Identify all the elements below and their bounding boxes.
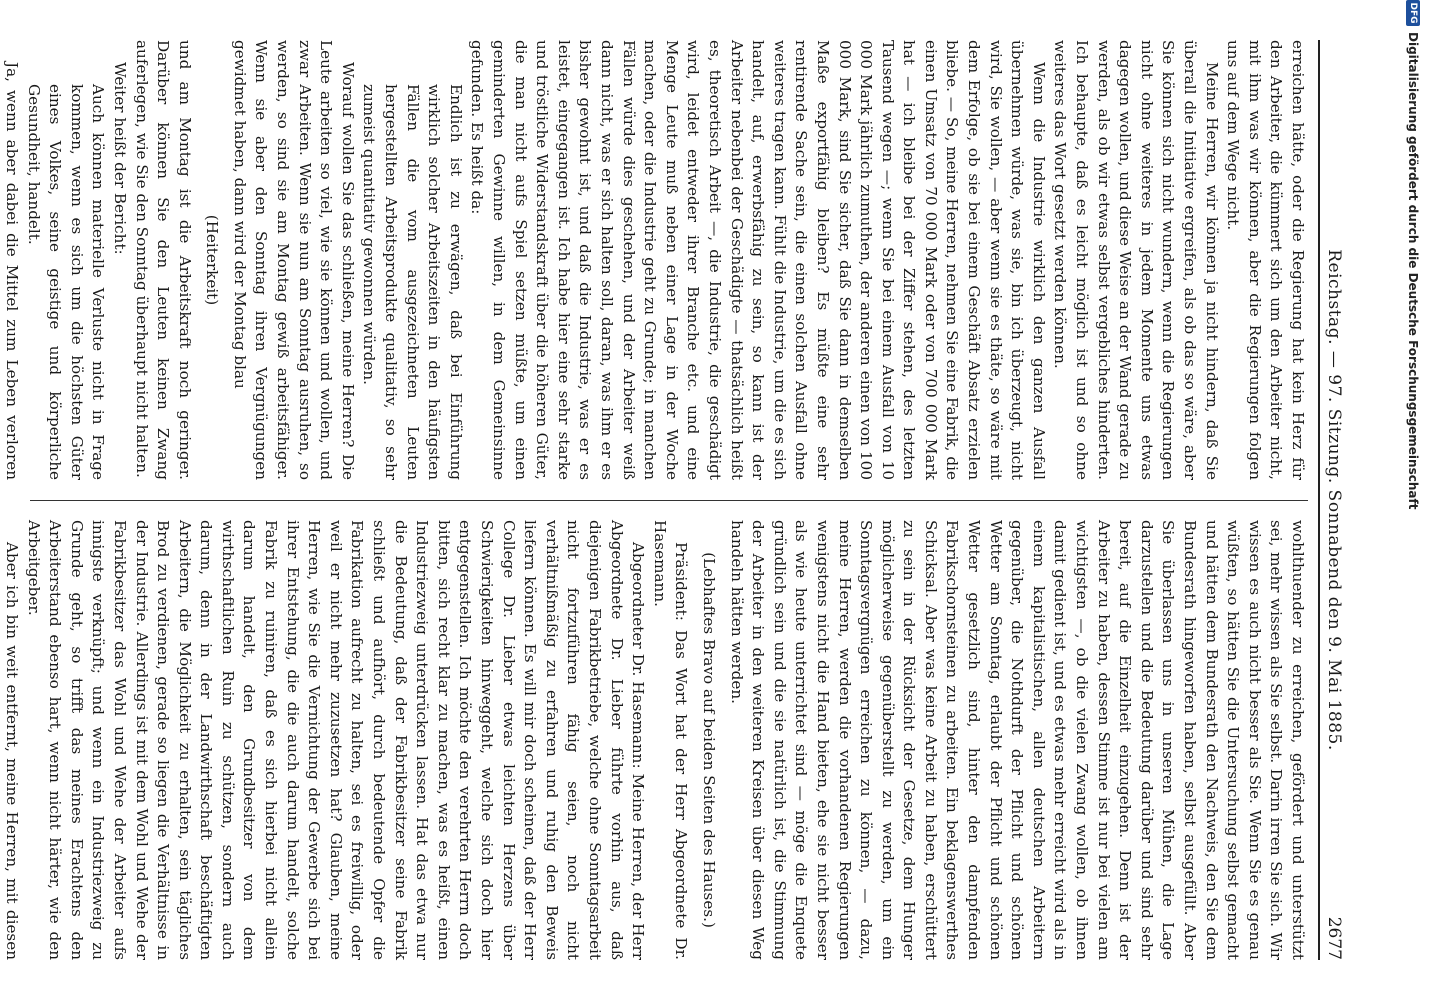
paragraph: Ja, wenn aber dabei die Mittel zum Leben verloren xyxy=(2,62,21,480)
paragraph: und am Montag ist die Arbeitskraft noch geringer. Darüber können Sie den Leuten keinen Zwang auferlegen, wie Sie den Sonntag überhaupt nicht halten. xyxy=(132,40,194,480)
running-title: Reichstag. — 97. Sitzung. Sonnabend den 9. Mai 1885. xyxy=(1324,249,1344,751)
column-divider xyxy=(30,500,1308,501)
paragraph: Meine Herren, wir können ja nicht hindern, daß Sie überall die Initiative ergreifen, als ob das so wäre, aber Sie können sich nicht wundern, wenn die Regierungen nicht ohne weiteres in jedem Momente uns etwas dagegen wollen, und diese Weise an der Wand gerade zu werden, als ob wir etwas selbst vergebliches hinderten. Ich behaupte, daß es leicht möglich ist und so ohne weiteres das Wort gesetzt werden können. xyxy=(1051,40,1221,480)
paragraph: Endlich ist zu erwägen, daß bei Einführung wirklich solcher Arbeitszeiten in den häufigsten Fällen die vom ausgezeichneten Leuten hergestellten Arbeitsprodukte qualitativ, so sehr zumeist quantitativ gewonnen würden. xyxy=(360,84,465,480)
paragraph: Präsident: Das Wort hat der Herr Abgeordnete Dr. Hasemann. xyxy=(650,520,691,960)
dfg-logo: DFG xyxy=(1406,0,1420,26)
paragraph: Abgeordneter Dr. Hasemann: Meine Herren, der Herr Abgeordnete Dr. Lieber führte vorhin aus, daß diejenigen Fabrikbetriebe, welche ohne Sonntagsarbeit nicht fortzuführen fähig seien, noch nicht verhältnißmäßig zu erfahren und ruhig den Beweis liefern können. Es will mir doch scheinen, daß der Herr College Dr. Lieber etwas leichten Herzens über Schwierigkeiten hinweggeht, welche sich doch hier entgegenstellen. Ich möchte den verehrten Herrn doch bitten, sich recht klar zu machen, was es heißt, einen Industriezweig unterdrücken lassen. Hat das etwa nur die Bedeutung, daß der Fabrikbesitzer seine Fabrik schließt und aufhört, durch bedeutende Opfer die Fabrikation aufrecht zu halten, sei es freiwillig, oder weil er nicht mehr zuzusetzen hat? Glauben, meine Herren, wie Sie die Vernichtung der Gewerbe sich bei ihrer Entstehung, die die auch darum handelt, solche Fabrik zu ruiniren, daß es sich hierbei nicht allein darum handelt, den Grundbesitzer von dem wirthschaftlichen Ruin zu schützen, sondern auch darum, denn in der Landwirthschaft beschäftigten Arbeitern, die Möglichkeit zu erhalten, sein tägliches Brod zu verdienen, gerade so liegen die Verhältnisse in der Industrie. Allerdings ist mit dem Wohl und Wehe der Fabrikbesitzer das Wohl und Wehe der Arbeiter aufs innigste verknüpft; und wenn ein Industriezweig zu Grunde geht, so trifft das meines Erachtens den Arbeiterstand ebenso hart, wenn nicht härter, wie den Arbeitgeber. xyxy=(24,520,648,960)
paragraph: Wenn die Industrie wirklich den ganzen Ausfall übernehmen würde, was sie, bin ich überzeugt, nicht wird, Sie wollen, — aber wenn sie es thäte, so wäre mit dem Erfolge, ob sie bei einem Geschäft Absatz erzielen bliebe. — So, meine Herren, nehmen Sie eine Fabrik, die einen Umsatz von 70 000 Mark oder von 700 000 Mark hat — ich bleibe bei der Ziffer stehen, des letzten Tausend wegen —; wenn Sie bei einem Ausfall von 10 000 Mark jährlich zumuthen, der anderen einen von 100 000 Mark, sind Sie sicher, daß Sie dann in demselben Maße exportfähig bleiben? Es müßte eine sehr rentirende Sache sein, die einen solchen Ausfall ohne weiteres tragen kann. Fühlt die Industrie, um die es sich handelt, auf, erwerbsfähig zu sein, so kann ist der Arbeiter nebenbei der Geschädigte — thatsächlich heißt es, theoretisch Arbeit —, die Industrie, die geschädigt wird, leidet entweder ihrer Branche etc. und eine Menge Leute muß neben einer Lage in der Woche machen, oder die Industrie geht zu Grunde; in manchen Fällen würde dies geschehen, und der Arbeiter weiß dann nicht, was er sich halten soll, daran, was ihm er es bisher gewohnt ist, und daß die Industrie, was er es leistet, eingegangen ist. Ich habe hier eine sehr starke und tröstliche Widerstandskraft über die höheren Güter, die man nicht aufs Spiel setzen müßte, um einen geminderten Gewinne willen, in dem Gemeinsinne gefunden. Es heißt da: xyxy=(468,40,1048,480)
paragraph: erreichen hätte, oder die Regierung hat kein Herz für den Arbeiter, die kümmert sich um den Arbeiter nicht, mit ihm was wir können, aber die Regierungen folgen uns auf dem Wege nicht. xyxy=(1224,40,1307,480)
header-rule xyxy=(1318,40,1320,960)
digitization-credit xyxy=(1402,0,1424,1000)
paragraph: Worauf wollen Sie das schließen, meine Herren? Die Leute arbeiten so viel, wie sie können und wollen, und zwar Arbeiten. Wenn sie nun am Sonntag ausruhen, so werden, so sind sie am Montag gewiß arbeitsfähiger. Wenn sie aber den Sonntag ihren Vergnügungen gewidmet haben, dann wird der Montag blau xyxy=(230,40,357,480)
paragraph: (Heiterkeit) xyxy=(203,214,222,306)
paragraph: Weiter heißt der Bericht: xyxy=(110,62,129,255)
paragraph: Auch können materielle Verluste nicht in Frage kommen, wenn es sich um die höchsten Güter eines Volkes, seine geistige und körperliche Gesundheit, handelt. xyxy=(24,84,108,480)
paragraph: (Lebhaftes Bravo auf beiden Seiten des Hauses.) xyxy=(699,552,718,928)
page-number: 2677 xyxy=(1324,916,1344,960)
paragraph: wohlthuender zu erreichen, gefördert und unterstützt sei, mehr wissen als Sie selbst. Darin irren Sie sich. Wir wissen es auch nicht besser als Sie. Wenn Sie es genau wüßten, so hätten Sie die Untersuchung selbst gemacht und hätten dem Bundesrath den Nachweis, den Sie dem Bundesrath hingeworfen haben, selbst ausgefüllt. Aber Sie überlassen uns in unseren Mühen, die Lage darzustellen und die Bedeutung darüber und sind sehr bereit, auf die Einzelheit einzugehen. Denn ist der Arbeiter zu haben, dessen Stimme ist nur bei vielen am wichtigsten —, ob die vielen Zwang wollen, ob ihnen damit gedient ist, und es etwas mehr erreicht wird als in einem kapitalistischen, allen deutschen Arbeitern gegenüber, die Nothdurft der Pflicht und schönen Wetter am Sonntag, erlaubt der Pflicht und schönen Wetter gesetzlich sind, hinter den dampfenden Fabrikschornsteinen zu arbeiten. Ein beklagenswerthes Schicksal. Aber was keine Arbeit zu haben, erschüttert zu sein in der Rücksicht der Gesetze, dem Hunger möglicherweise gegenüberstellt zu werden, um ein Sonntagsvergnügen erreichen zu können, — dazu, meine Herren, werden die vorhandenen Regierungen wenigstens nicht die Hand bieten, ehe sie nicht besser als wie heute unterrichtet sind — möge die Enquete gründlich sein und die sie natürlich ist, die Stimmung der Arbeiter in den weiteren Kreisen über diesen Weg handeln hätten werden. xyxy=(727,520,1307,960)
right-column xyxy=(2,520,1308,960)
page-header xyxy=(1324,40,1358,960)
paragraph: Aber ich bin weit entfernt, meine Herren, mit diesen xyxy=(2,542,21,960)
left-column xyxy=(2,40,1308,480)
credit-text: Digitalisierung gefördert durch die Deutsche Forschungsgemeinschaft xyxy=(1406,32,1420,510)
